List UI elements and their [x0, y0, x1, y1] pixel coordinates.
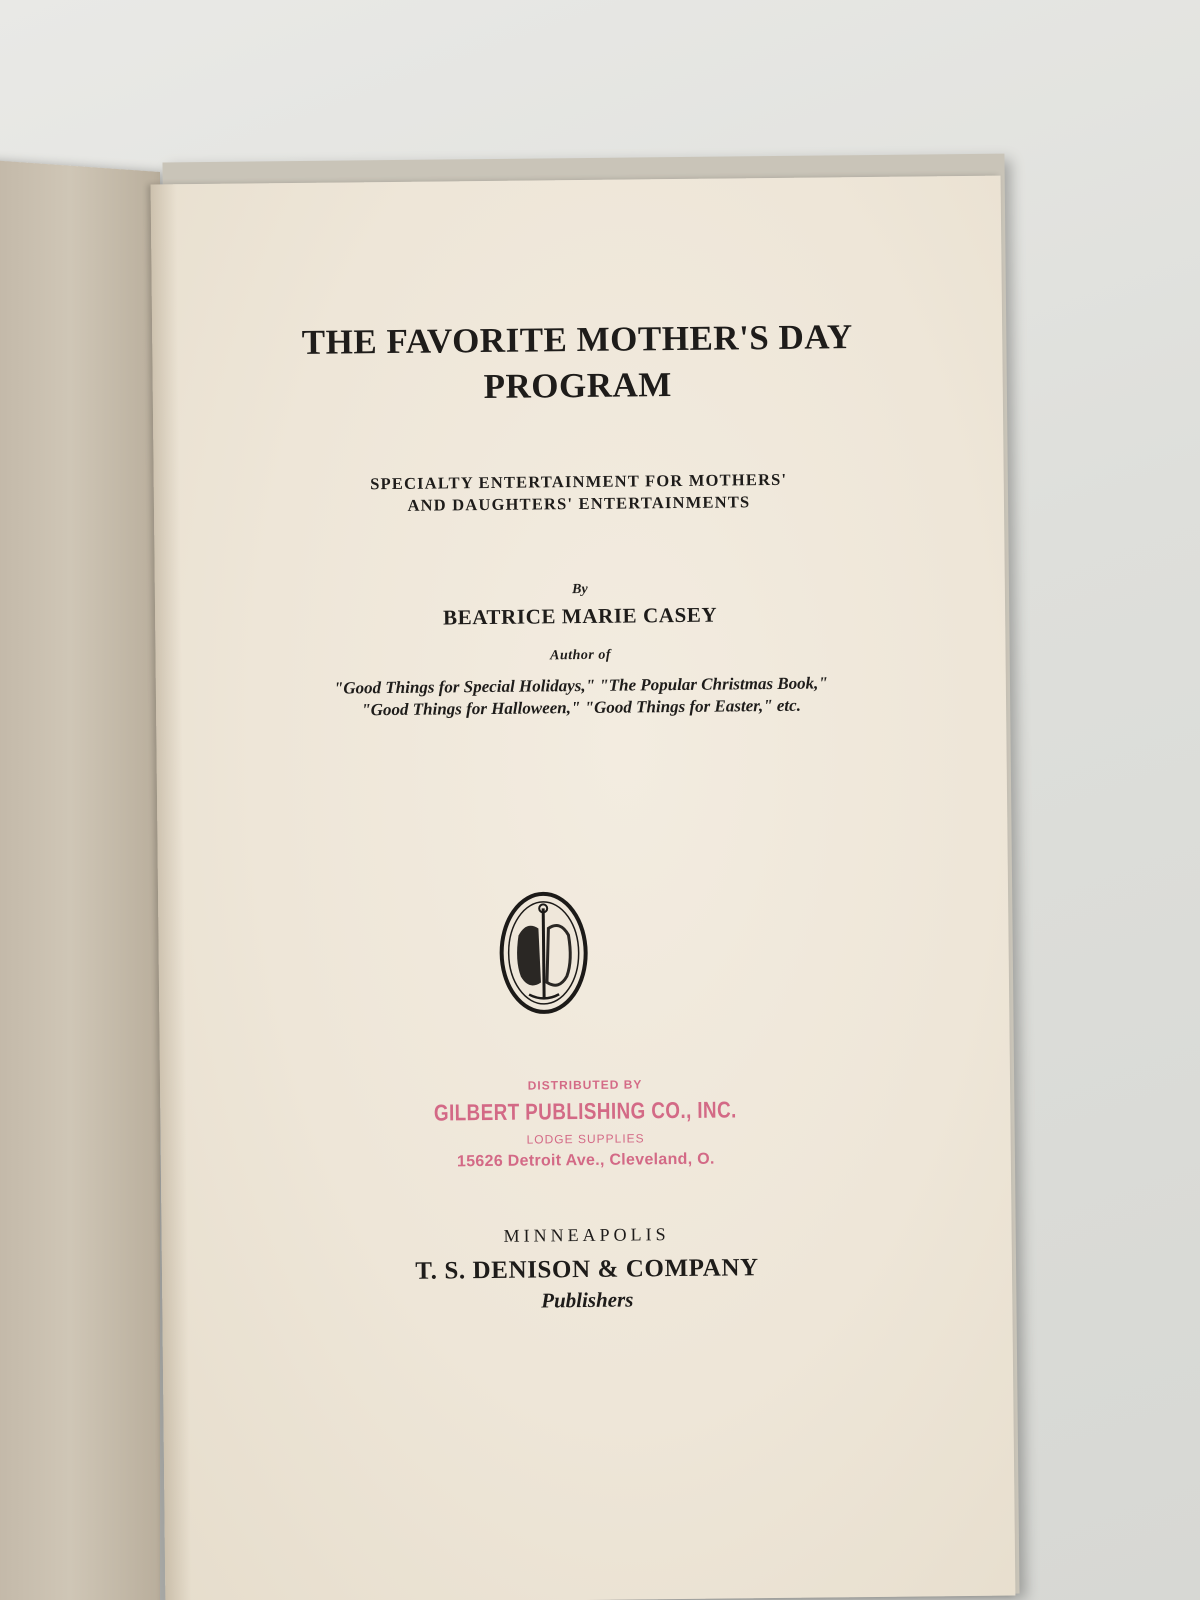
publisher-seal-icon	[498, 890, 589, 1016]
stamp-distributor-name: GILBERT PUBLISHING CO., INC.	[433, 1096, 737, 1126]
book-cover-left	[0, 158, 160, 1600]
other-books-line-1: "Good Things for Special Holidays," "The Popular Christmas Book,"	[333, 673, 828, 698]
imprint-publishers-label: Publishers	[541, 1287, 634, 1313]
stamp-lodge-supplies: LODGE SUPPLIES	[526, 1131, 645, 1147]
stamp-distributed-by: DISTRIBUTED BY	[527, 1077, 643, 1093]
author-of-label: Author of	[549, 647, 612, 664]
imprint-city: MINNEAPOLIS	[503, 1224, 670, 1246]
title-page	[151, 176, 1016, 1600]
subtitle-line-1: SPECIALTY ENTERTAINMENT FOR MOTHERS'	[370, 469, 788, 494]
other-books-line-2: "Good Things for Halloween," "Good Things for Easter," etc.	[361, 695, 802, 720]
imprint-publisher: T. S. DENISON & COMPANY	[415, 1254, 759, 1285]
subtitle-line-2: AND DAUGHTERS' ENTERTAINMENTS	[407, 492, 751, 515]
by-label: By	[571, 581, 588, 598]
book-title-line-2: PROGRAM	[483, 365, 673, 407]
author-name: BEATRICE MARIE CASEY	[442, 602, 718, 630]
stamp-address: 15626 Detroit Ave., Cleveland, O.	[456, 1150, 715, 1171]
book-title-line-1: THE FAVORITE MOTHER'S DAY	[301, 317, 853, 362]
